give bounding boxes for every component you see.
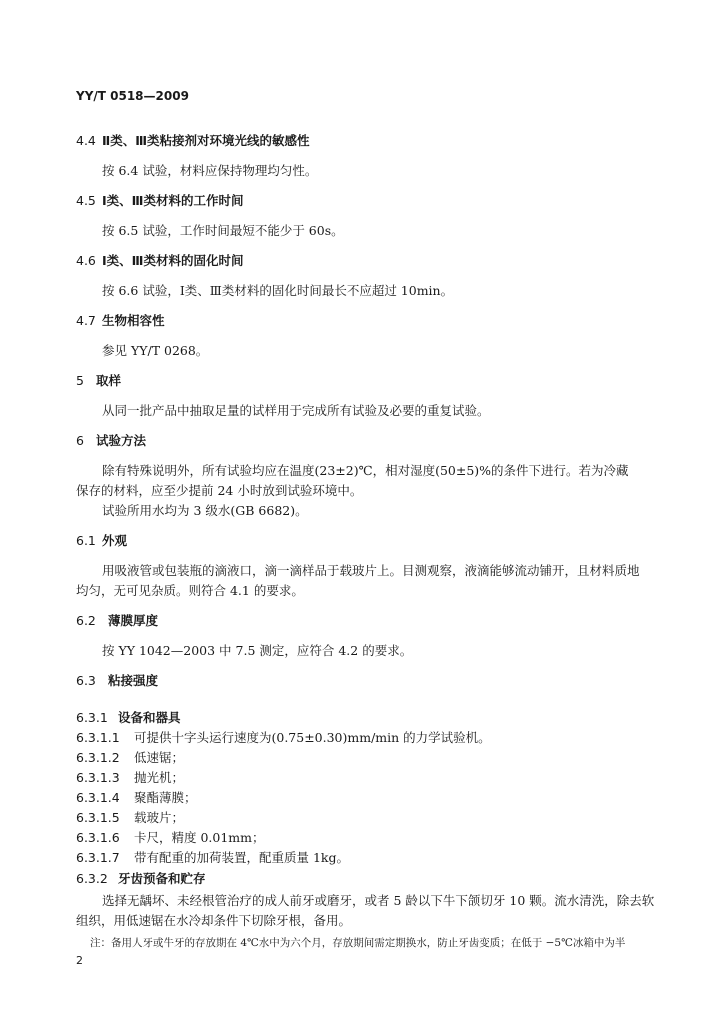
section-title: 取样: [96, 373, 122, 388]
item-text: 低速锯；: [134, 750, 185, 765]
section-6-3-2-body-line-2: 组织，用低速锯在水冷却条件下切除牙根，备用。: [76, 913, 352, 928]
item-text: 带有配重的加荷装置，配重质量 1kg。: [134, 850, 350, 865]
section-4-5-heading: [76, 193, 243, 209]
section-number: 4.4: [76, 133, 96, 148]
section-6-1-body-line-1: 用吸液管或包装瓶的滴液口，滴一滴样品于载玻片上。目测观察，液滴能够流动铺开，且材料质地: [102, 563, 640, 578]
item-number: 6.3.1.1: [76, 730, 120, 745]
section-number: 6.3.1: [76, 710, 108, 725]
list-item: [76, 730, 491, 746]
section-title: 粘接强度: [108, 673, 159, 688]
section-title: 生物相容性: [102, 313, 165, 328]
section-6-3-heading: [76, 673, 158, 689]
section-number: 4.5: [76, 193, 96, 208]
section-6-body-line-3: 试验所用水均为 3 级水(GB 6682)。: [102, 503, 308, 518]
section-title: 试验方法: [96, 433, 147, 448]
section-title: 牙齿预备和贮存: [118, 871, 206, 886]
item-number: 6.3.1.7: [76, 850, 120, 865]
section-title: 外观: [102, 533, 128, 548]
footnote: 注：备用人牙或牛牙的存放期在 4℃水中为六个月，存放期间需定期换水，防止牙齿变质；在低于 −5℃冰箱中为半: [90, 937, 626, 949]
item-number: 6.3.1.3: [76, 770, 120, 785]
section-4-5-body: 按 6.5 试验，工作时间最短不能少于 60s。: [102, 223, 344, 238]
item-text: 可提供十字头运行速度为(0.75±0.30)mm/min 的力学试验机。: [134, 730, 491, 745]
section-4-7-body: 参见 YY/T 0268。: [102, 343, 209, 358]
section-4-6-body: 按 6.6 试验，Ⅰ类、Ⅲ类材料的固化时间最长不应超过 10min。: [102, 283, 454, 298]
section-number: 4.7: [76, 313, 96, 328]
section-6-body-line-2: 保存的材料，应至少提前 24 小时放到试验环境中。: [76, 483, 363, 498]
item-text: 抛光机；: [134, 770, 185, 785]
section-5-heading: [76, 373, 121, 389]
standard-code: YY/T 0518—2009: [76, 89, 189, 103]
list-item: [76, 750, 184, 766]
item-number: 6.3.1.6: [76, 830, 120, 845]
section-title: Ⅰ类、Ⅲ类材料的固化时间: [102, 253, 244, 268]
section-number: 5: [76, 373, 84, 388]
section-number: 4.6: [76, 253, 96, 268]
list-item: [76, 770, 184, 786]
section-4-4-heading: [76, 133, 310, 149]
section-number: 6.1: [76, 533, 96, 548]
page-number: 2: [76, 954, 83, 967]
section-number: 6.3: [76, 673, 96, 688]
list-item: [76, 830, 265, 846]
section-6-heading: [76, 433, 146, 449]
section-number: 6: [76, 433, 84, 448]
list-item: [76, 810, 184, 826]
section-number: 6.2: [76, 613, 96, 628]
item-number: 6.3.1.4: [76, 790, 120, 805]
section-number: 6.3.2: [76, 871, 108, 886]
section-6-3-1-heading: [76, 710, 181, 726]
section-title: Ⅱ类、Ⅲ类粘接剂对环境光线的敏感性: [102, 133, 310, 148]
section-6-body-line-1: 除有特殊说明外，所有试验均应在温度(23±2)℃，相对湿度(50±5)%的条件下进行。若为冷藏: [102, 463, 629, 478]
section-6-3-2-heading: [76, 871, 206, 887]
list-item: [76, 790, 197, 806]
item-number: 6.3.1.5: [76, 810, 120, 825]
section-6-3-2-body-line-1: 选择无龋坏、未经根管治疗的成人前牙或磨牙，或者 5 龄以下牛下颌切牙 10 颗。流水清洗，除去软: [102, 893, 655, 908]
item-text: 载玻片；: [134, 810, 185, 825]
section-title: 薄膜厚度: [108, 613, 159, 628]
list-item: [76, 850, 349, 866]
section-6-2-heading: [76, 613, 158, 629]
item-text: 卡尺，精度 0.01mm；: [134, 830, 265, 845]
section-5-body: 从同一批产品中抽取足量的试样用于完成所有试验及必要的重复试验。: [102, 403, 490, 418]
section-6-1-body-line-2: 均匀，无可见杂质。则符合 4.1 的要求。: [76, 583, 304, 598]
section-title: Ⅰ类、Ⅲ类材料的工作时间: [102, 193, 244, 208]
section-4-6-heading: [76, 253, 243, 269]
item-number: 6.3.1.2: [76, 750, 120, 765]
section-6-2-body: 按 YY 1042—2003 中 7.5 测定，应符合 4.2 的要求。: [102, 643, 413, 658]
section-4-4-body: 按 6.4 试验，材料应保持物理均匀性。: [102, 163, 318, 178]
section-4-7-heading: [76, 313, 165, 329]
item-text: 聚酯薄膜；: [134, 790, 197, 805]
section-title: 设备和器具: [118, 710, 181, 725]
section-6-1-heading: [76, 533, 127, 549]
